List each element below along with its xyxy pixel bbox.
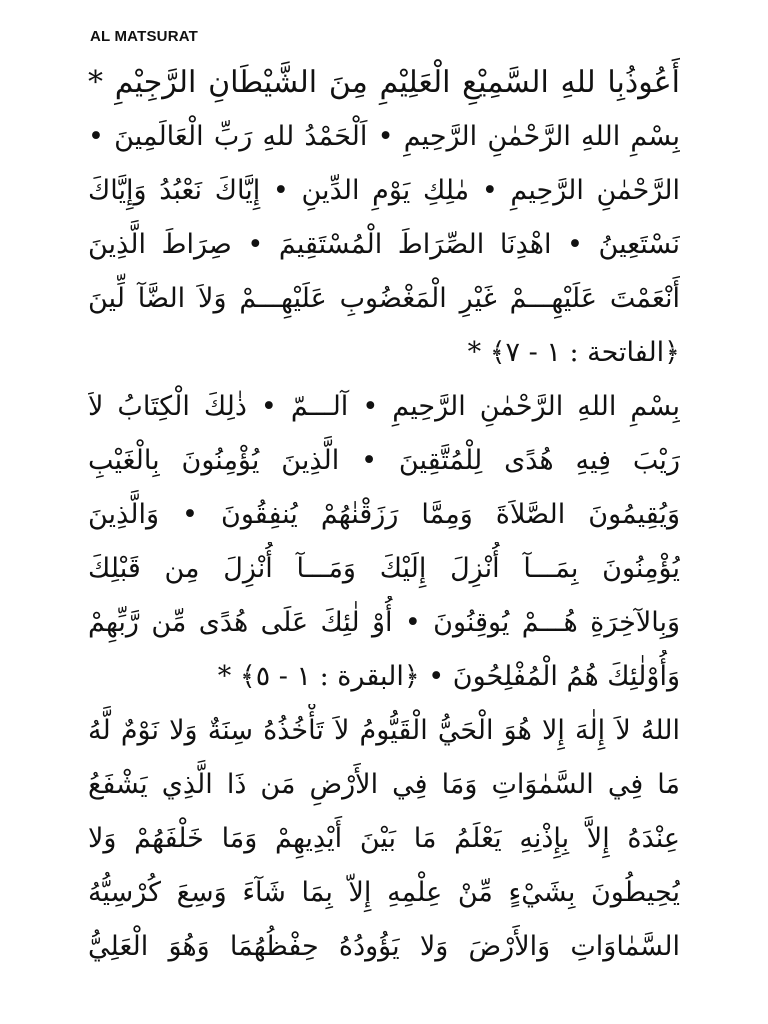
text-line: يُحِيطُونَ بِشَيْءٍ مِّنْ عِلْمِهِ إِلاّ بِمَا شَآءَ وَسِعَ كُرْسِيُّهُ [88, 877, 680, 908]
text-line: اللهُ لاَ إِلٰهَ إِلا هُوَ الْحَيُّ الْقَيُّومُ لاَ تَأْخُذُهُ سِنَةٌ وَلا نَوْمٌ لَّهُ [88, 715, 680, 746]
text-line: رَيْبَ فِيهِ هُدًى لِلْمُتَّقِينَ • الَّذِينَ يُؤْمِنُونَ بِالْغَيْبِ [88, 445, 680, 476]
text-line: السَّمٰاوَاتِ وَالأَرْضَ وَلا يَؤُودُهُ حِفْظُهُمَا وَهُوَ الْعَلِيُّ [88, 931, 680, 962]
text-line: عِنْدَهُ إِلاَّ بِإِذْنِهِ يَعْلَمُ مَا بَيْنَ أَيْدِيهِمْ وَمَا خَلْفَهُمْ وَلا [88, 823, 680, 854]
text-line: الرَّحْمٰنِ الرَّحِيمِ • مٰلِكِ يَوْمِ الدِّينِ • إِيَّاكَ نَعْبُدُ وَإِيَّاكَ [88, 175, 680, 206]
text-line: بِسْمِ اللهِ الرَّحْمٰنِ الرَّحِيمِ • اَلْحَمْدُ للهِ رَبِّ الْعَالَمِينَ • [88, 121, 680, 152]
surah-reference-baqarah: وَأُوْلٰئِكَ هُمُ الْمُفْلِحُونَ • ﴿البقرة : ١ - ٥﴾ * [217, 661, 680, 692]
surah-reference-fatiha: ﴿الفاتحة : ١ - ٧﴾ * [467, 337, 680, 368]
text-line: نَسْتَعِينُ • اهْدِنَا الصِّرَاطَ الْمُسْتَقِيمَ • صِرَاطَ الَّذِينَ [88, 229, 680, 260]
text-line: مَا فِي السَّمٰوَاتِ وَمَا فِي الأَرْضِ مَن ذَا الَّذِي يَشْفَعُ [88, 769, 680, 800]
text-line-istiadhah: أَعُوذُبِا للهِ السَّمِيْعِ الْعَلِيْمِ مِنَ الشَّيْطَانِ الرَّجِيْمِ * [88, 65, 680, 100]
document-title: AL MATSURAT [90, 28, 199, 45]
text-line: بِسْمِ اللهِ الرَّحْمٰنِ الرَّحِيمِ • آلـــمّ • ذٰلِكَ الْكِتَابُ لاَ [88, 391, 680, 422]
text-line: وَبِالآخِرَةِ هُـــمْ يُوقِنُونَ • أُوْ لٰئِكَ عَلَى هُدًى مِّن رَّبِّهِمْ [88, 607, 680, 638]
arabic-text-body [88, 56, 680, 974]
text-line: أَنْعَمْتَ عَلَيْهِـــمْ غَيْرِ الْمَغْضُوبِ عَلَيْهِـــمْ وَلاَ الضَّآ لِّينَ [88, 283, 680, 314]
text-line: وَيُقِيمُونَ الصَّلاَةَ وَمِمَّا رَزَقْنٰهُمْ يُنفِقُونَ • وَالَّذِينَ [88, 499, 680, 530]
text-line: يُؤْمِنُونَ بِمَـــآ أُنْزِلَ إِلَيْكَ وَمَـــآ أُنْزِلَ مِن قَبْلِكَ [88, 553, 680, 584]
